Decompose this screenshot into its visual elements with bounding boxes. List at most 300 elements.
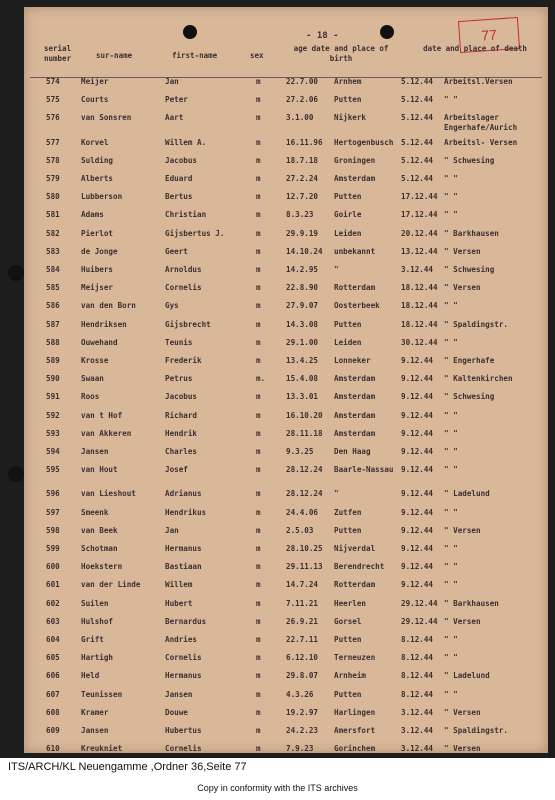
cell-place: Putten [334,635,362,644]
cell-sex: m [256,635,261,644]
cell-place: Putten [334,95,362,105]
cell-ddate: 9.12.44 [401,544,434,553]
cell-first: Hermanus [165,671,202,681]
cell-num: 608 [46,707,60,717]
cell-sur: Suilen [81,598,109,608]
cell-sur: Hulshof [81,616,114,626]
table-row [24,429,548,446]
cell-date: 29.8.07 [286,671,319,681]
cell-date: 15.4.08 [286,374,319,384]
cell-dplace: " Versen [444,246,481,256]
cell-first: Gijsbrecht [165,319,211,329]
cell-ddate: 9.12.44 [401,525,434,535]
cell-sex: m [256,616,261,626]
cell-dplace: " " [444,635,458,644]
cell-sex: m [256,210,261,220]
cell-ddate: 5.12.44 [401,77,434,86]
cell-ddate: 3.12.44 [401,707,434,717]
cell-date: 27.2.24 [286,174,319,183]
table-row [24,635,548,652]
cell-sex: m [256,562,261,572]
cell-sex: m. [256,374,266,384]
cell-ddate: 9.12.44 [401,410,434,420]
cell-sex: m [256,744,261,754]
cell-ddate: 9.12.44 [401,356,434,365]
table-row [24,174,548,191]
table-row [24,411,548,428]
cell-num: 584 [46,265,60,274]
table-row [24,138,548,155]
cell-ddate: 5.12.44 [401,155,434,165]
table-row [24,374,548,391]
cell-first: Jan [165,525,179,535]
cell-ddate: 18.12.44 [401,301,438,311]
cell-num: 596 [46,489,60,499]
cell-sur: Jansen [81,726,109,735]
cell-dplace: " Schwesing [444,392,495,402]
table-row [24,95,548,112]
cell-sur: van t Hof [81,410,123,420]
cell-sur: van Hout [81,465,118,475]
cell-sex: m [256,653,261,663]
cell-ddate: 18.12.44 [401,283,438,293]
cell-first: Jansen [165,689,193,699]
cell-sur: Roos [81,392,100,402]
table-row [24,210,548,227]
cell-ddate: 5.12.44 [401,137,434,147]
cell-date: 16.10.20 [286,410,323,420]
cell-place: Den Haag [334,447,371,456]
cell-sex: m [256,301,261,311]
table-row [24,708,548,725]
cell-dplace: " " [444,210,458,220]
cell-first: Frederik [165,356,202,365]
cell-ddate: 5.12.44 [401,113,434,123]
cell-first: Andries [165,635,198,644]
cell-sex: m [256,598,261,608]
cell-date: 27.9.07 [286,301,319,311]
cell-place: Putten [334,319,362,329]
cell-place: Gorsel [334,616,362,626]
cell-ddate: 8.12.44 [401,635,434,644]
cell-sex: m [256,283,261,293]
cell-num: 574 [46,77,60,86]
table-row [24,599,548,616]
cell-date: 18.7.18 [286,155,319,165]
cell-date: 22.7.11 [286,635,319,644]
cell-dplace: " " [444,562,458,572]
cell-sur: Smeenk [81,507,109,517]
table-row [24,489,548,506]
cell-sex: m [256,137,261,147]
table-row [24,320,548,337]
cell-dplace: " Versen [444,283,481,293]
cell-first: Cornelis [165,744,202,754]
cell-ddate: 18.12.44 [401,319,438,329]
cell-num: 597 [46,507,60,517]
cell-ddate: 9.12.44 [401,447,434,456]
cell-num: 598 [46,525,60,535]
cell-sex: m [256,410,261,420]
cell-sex: m [256,77,261,86]
binder-hole [8,466,24,482]
cell-sur: Jansen [81,447,109,456]
cell-place: Zutfen [334,507,362,517]
cell-ddate: 9.12.44 [401,580,434,590]
cell-place: Amsterdam [334,392,376,402]
cell-num: 606 [46,671,60,681]
cell-date: 2.5.03 [286,525,314,535]
cell-dplace: " " [444,447,458,456]
cell-num: 589 [46,356,60,365]
cell-num: 585 [46,283,60,293]
cell-sur: Swaan [81,374,104,384]
cell-date: 7.11.21 [286,598,319,608]
cell-num: 575 [46,95,60,105]
cell-sur: Courts [81,95,109,105]
cell-sur: van den Born [81,301,136,311]
table-row [24,726,548,743]
cell-sur: Sulding [81,155,114,165]
cell-place: Rotterdam [334,283,376,293]
cell-sur: Hartigh [81,653,114,663]
cell-num: 605 [46,653,60,663]
cell-first: Hubertus [165,726,202,735]
cell-num: 590 [46,374,60,384]
cell-dplace: " " [444,95,458,105]
cell-place: Putten [334,192,362,202]
cell-place: " [334,489,339,499]
cell-ddate: 9.12.44 [401,465,434,475]
cell-num: 600 [46,562,60,572]
cell-ddate: 3.12.44 [401,726,434,735]
cell-date: 29.1.00 [286,337,319,347]
cell-sex: m [256,228,261,238]
cell-first: Bernardus [165,616,207,626]
cell-sur: van Lieshout [81,489,136,499]
table-row [24,156,548,173]
binder-hole [8,265,24,281]
cell-dplace: " Engerhafe [444,356,495,365]
cell-sex: m [256,707,261,717]
cell-date: 13.4.25 [286,356,319,365]
cell-ddate: 30.12.44 [401,337,438,347]
table-row [24,283,548,300]
cell-first: Bastiaan [165,562,202,572]
cell-place: Amsterdam [334,174,376,183]
cell-ddate: 9.12.44 [401,489,434,499]
cell-sur: Grift [81,635,104,644]
cell-place: Putten [334,689,362,699]
cell-date: 28.12.24 [286,489,323,499]
copy-footer: Copy in conformity with the ITS archives [197,783,358,793]
cell-date: 7.9.23 [286,744,314,754]
archive-stamp: 77 [458,17,520,53]
cell-place: Amsterdam [334,428,376,438]
cell-sex: m [256,580,261,590]
cell-first: Bertus [165,192,193,202]
cell-date: 19.2.97 [286,707,319,717]
cell-dplace: " " [444,428,458,438]
cell-ddate: 17.12.44 [401,192,438,202]
cell-num: 578 [46,155,60,165]
cell-first: Jan [165,77,179,86]
cell-num: 601 [46,580,60,590]
cell-num: 588 [46,337,60,347]
table-row [24,653,548,670]
cell-ddate: 8.12.44 [401,689,434,699]
table-row [24,77,548,94]
cell-date: 14.3.08 [286,319,319,329]
cell-date: 24.4.06 [286,507,319,517]
cell-ddate: 17.12.44 [401,210,438,220]
cell-dplace: " " [444,507,458,517]
cell-sur: Teunissen [81,689,123,699]
table-row [24,465,548,482]
cell-sex: m [256,489,261,499]
cell-dplace: " Ladelund [444,671,490,681]
archive-caption: ITS/ARCH/KL Neuengamme ,Ordner 36,Seite 77 [8,761,247,773]
cell-sur: Korvel [81,137,109,147]
cell-num: 603 [46,616,60,626]
punch-hole [380,25,394,39]
cell-first: Douwe [165,707,188,717]
cell-sex: m [256,265,261,274]
cell-ddate: 3.12.44 [401,265,434,274]
cell-ddate: 9.12.44 [401,428,434,438]
cell-place: Leiden [334,228,362,238]
cell-num: 604 [46,635,60,644]
table-row [24,301,548,318]
cell-ddate: 5.12.44 [401,95,434,105]
cell-sur: Hoekstern [81,562,123,572]
cell-first: Eduard [165,174,193,183]
cell-num: 586 [46,301,60,311]
cell-place: Hertogenbusch [334,137,394,147]
cell-first: Hermanus [165,544,202,553]
cell-dplace: " Ladelund [444,489,490,499]
cell-place: Putten [334,525,362,535]
cell-ddate: 3.12.44 [401,744,434,754]
cell-dplace: " Barkhausen [444,228,499,238]
cell-dplace: " Spaldingstr. [444,726,509,735]
cell-first: Josef [165,465,188,475]
table-row [24,580,548,597]
cell-sex: m [256,95,261,105]
punch-hole [183,25,197,39]
cell-first: Geert [165,246,188,256]
cell-first: Hendrikus [165,507,207,517]
cell-dplace: " Versen [444,616,481,626]
cell-place: unbekannt [334,246,376,256]
cell-sex: m [256,465,261,475]
cell-place: Goirle [334,210,362,220]
cell-num: 591 [46,392,60,402]
table-row [24,265,548,282]
cell-num: 576 [46,113,60,123]
cell-first: Gys [165,301,179,311]
cell-date: 12.7.20 [286,192,319,202]
cell-dplace: " " [444,192,458,202]
cell-date: 22.8.90 [286,283,319,293]
cell-first: Willem [165,580,193,590]
cell-first: Cornelis [165,653,202,663]
cell-date: 26.9.21 [286,616,319,626]
cell-ddate: 29.12.44 [401,616,438,626]
cell-num: 579 [46,174,60,183]
cell-dplace: " Versen [444,525,481,535]
cell-num: 607 [46,689,60,699]
page-number: - 18 - [306,31,339,41]
cell-place: Oosterbeek [334,301,380,311]
cell-sex: m [256,246,261,256]
cell-dplace: " " [444,410,458,420]
header-death: date and place of death [423,44,527,53]
cell-date: 8.3.23 [286,210,314,220]
cell-place: Nijkerk [334,113,367,123]
cell-place: Heerlen [334,598,367,608]
cell-date: 24.2.23 [286,726,319,735]
cell-dplace: " " [444,301,458,311]
cell-sur: Held [81,671,100,681]
cell-sur: Meijer [81,77,109,86]
cell-date: 14.10.24 [286,246,323,256]
cell-first: Peter [165,95,188,105]
cell-num: 599 [46,544,60,553]
cell-dplace: " Schwesing [444,155,495,165]
cell-sex: m [256,507,261,517]
cell-num: 587 [46,319,60,329]
cell-first: Jacobus [165,392,198,402]
cell-sur: Alberts [81,174,114,183]
cell-place: " [334,265,339,274]
cell-sex: m [256,689,261,699]
table-row [24,690,548,707]
cell-dplace: " " [444,465,458,475]
table-row [24,617,548,634]
cell-dplace: " Versen [444,744,481,754]
cell-sex: m [256,337,261,347]
table-row [24,508,548,525]
cell-first: Richard [165,410,198,420]
cell-date: 16.11.96 [286,137,323,147]
cell-date: 28.11.18 [286,428,323,438]
cell-num: 593 [46,428,60,438]
cell-sur: Hendriksen [81,319,127,329]
cell-num: 582 [46,228,60,238]
cell-sex: m [256,726,261,735]
cell-first: Hubert [165,598,193,608]
header-birth: age date and place of birth [293,44,389,63]
cell-first: Willem A. [165,137,207,147]
cell-dplace: " " [444,337,458,347]
cell-ddate: 9.12.44 [401,392,434,402]
cell-sur: Meijser [81,283,114,293]
cell-place: Nijverdal [334,544,376,553]
cell-sex: m [256,192,261,202]
cell-date: 22.7.00 [286,77,319,86]
table-row [24,447,548,464]
table-row [24,744,548,761]
cell-sex: m [256,155,261,165]
cell-num: 594 [46,447,60,456]
cell-first: Jacobus [165,155,198,165]
cell-dplace: " " [444,689,458,699]
table-row [24,338,548,355]
cell-dplace: " Versen [444,707,481,717]
cell-ddate: 9.12.44 [401,374,434,384]
cell-first: Hendrik [165,428,198,438]
document-page [24,7,548,753]
cell-ddate: 13.12.44 [401,246,438,256]
cell-sex: m [256,113,261,123]
cell-sur: Schotman [81,544,118,553]
cell-dplace: " " [444,580,458,590]
cell-first: Charles [165,447,198,456]
cell-first: Teunis [165,337,193,347]
cell-sex: m [256,544,261,553]
cell-sur: Lubberson [81,192,123,202]
cell-sex: m [256,428,261,438]
cell-place: Amsterdam [334,410,376,420]
cell-dplace: " Barkhausen [444,598,499,608]
cell-dplace: Arbeitslager Engerhafe/Aurich [444,113,518,133]
cell-sur: van der Linde [81,580,141,590]
cell-sur: Huibers [81,265,114,274]
cell-first: Cornelis [165,283,202,293]
cell-date: 13.3.01 [286,392,319,402]
cell-date: 27.2.06 [286,95,319,105]
cell-num: 581 [46,210,60,220]
cell-date: 6.12.10 [286,653,319,663]
cell-dplace: " " [444,653,458,663]
table-row [24,526,548,543]
cell-first: Arnoldus [165,265,202,274]
cell-sex: m [256,174,261,183]
table-row [24,392,548,409]
cell-num: 583 [46,246,60,256]
cell-date: 14.7.24 [286,580,319,590]
cell-place: Terneuzen [334,653,376,663]
cell-date: 28.10.25 [286,544,323,553]
cell-place: Amersfort [334,726,376,735]
cell-sur: Kreukniet [81,744,123,754]
cell-ddate: 5.12.44 [401,174,434,183]
cell-place: Berendrecht [334,562,385,572]
cell-sur: Kramer [81,707,109,717]
cell-num: 592 [46,410,60,420]
cell-first: Christian [165,210,207,220]
cell-sur: de Jonge [81,246,118,256]
table-row [24,247,548,264]
cell-date: 4.3.26 [286,689,314,699]
cell-date: 28.12.24 [286,465,323,475]
cell-place: Leiden [334,337,362,347]
cell-sur: van Akkeren [81,428,132,438]
cell-date: 9.3.25 [286,447,314,456]
cell-place: Gorinchem [334,744,376,754]
cell-sex: m [256,392,261,402]
cell-sur: Krosse [81,356,109,365]
cell-ddate: 20.12.44 [401,228,438,238]
cell-first: Aart [165,113,184,123]
cell-num: 595 [46,465,60,475]
cell-date: 29.9.19 [286,228,319,238]
cell-num: 602 [46,598,60,608]
cell-ddate: 8.12.44 [401,653,434,663]
table-row [24,192,548,209]
cell-sur: Adams [81,210,104,220]
